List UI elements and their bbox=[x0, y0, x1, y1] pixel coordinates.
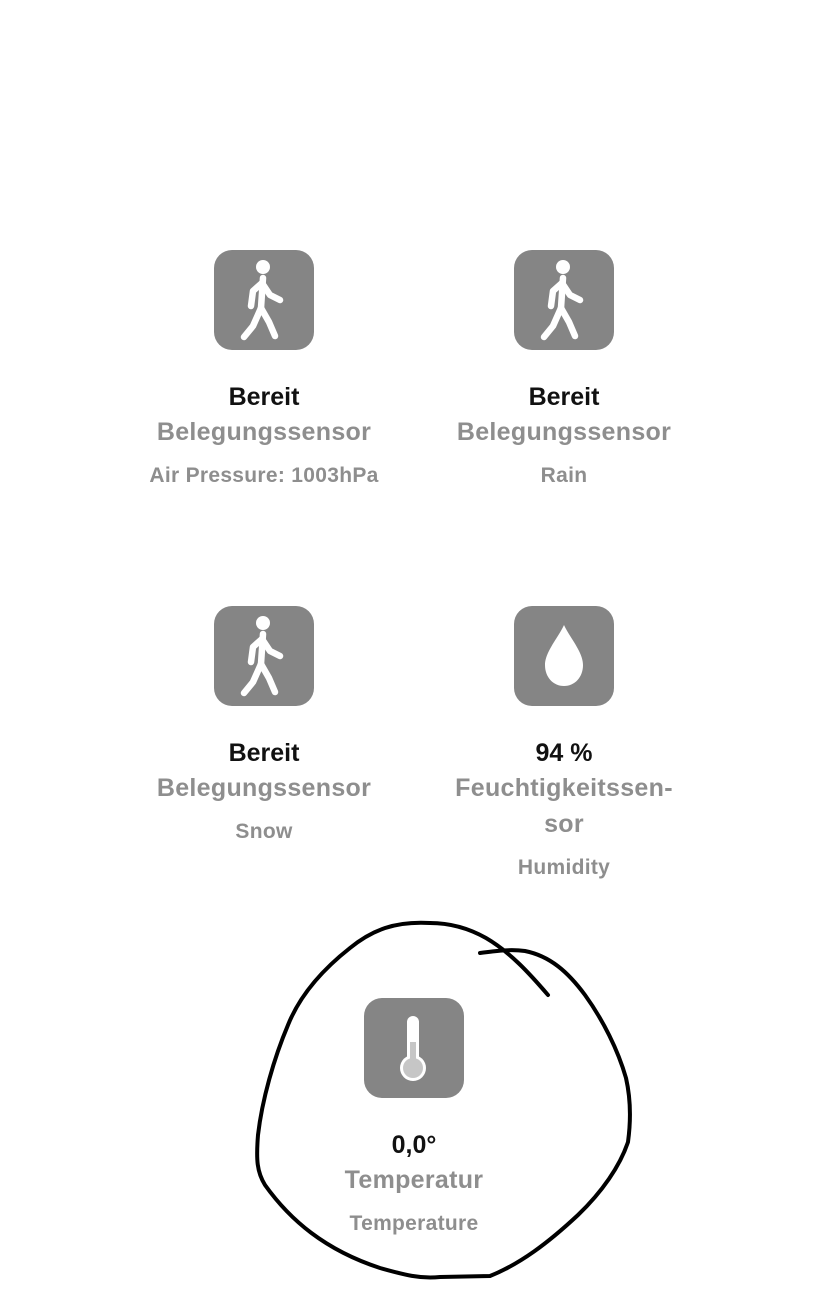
accessory-status: Bereit bbox=[528, 383, 600, 411]
accessory-tile-temperature[interactable] bbox=[264, 998, 564, 1238]
walking-person-icon bbox=[214, 606, 314, 706]
accessory-tile-humidity[interactable] bbox=[414, 606, 714, 886]
accessory-type-line-2: sor bbox=[544, 810, 584, 838]
walking-person-icon bbox=[214, 250, 314, 350]
thermometer-icon bbox=[364, 998, 464, 1098]
droplet-icon bbox=[514, 606, 614, 706]
accessory-type-line-1: Feuchtigkeitssen- bbox=[455, 774, 673, 802]
accessory-type: Belegungssensor bbox=[456, 418, 672, 446]
accessory-tile-rain[interactable] bbox=[414, 250, 714, 490]
accessory-room: Snow bbox=[235, 820, 293, 843]
accessory-type: Belegungssensor bbox=[156, 418, 372, 446]
accessory-tile-snow[interactable] bbox=[114, 606, 414, 846]
accessory-status: 0,0° bbox=[391, 1131, 437, 1159]
accessory-type: Temperatur bbox=[344, 1166, 484, 1194]
accessory-status: Bereit bbox=[228, 383, 300, 411]
accessory-type: Belegungssensor bbox=[156, 774, 372, 802]
accessory-status: 94 % bbox=[535, 739, 593, 767]
accessory-room: Humidity bbox=[517, 856, 611, 879]
accessory-status: Bereit bbox=[228, 739, 300, 767]
walking-person-icon bbox=[514, 250, 614, 350]
accessory-room: Temperature bbox=[349, 1212, 479, 1235]
accessory-room: Air Pressure: 1003hPa bbox=[149, 464, 379, 487]
accessory-tile-air-pressure[interactable] bbox=[114, 250, 414, 490]
accessory-room: Rain bbox=[540, 464, 588, 487]
